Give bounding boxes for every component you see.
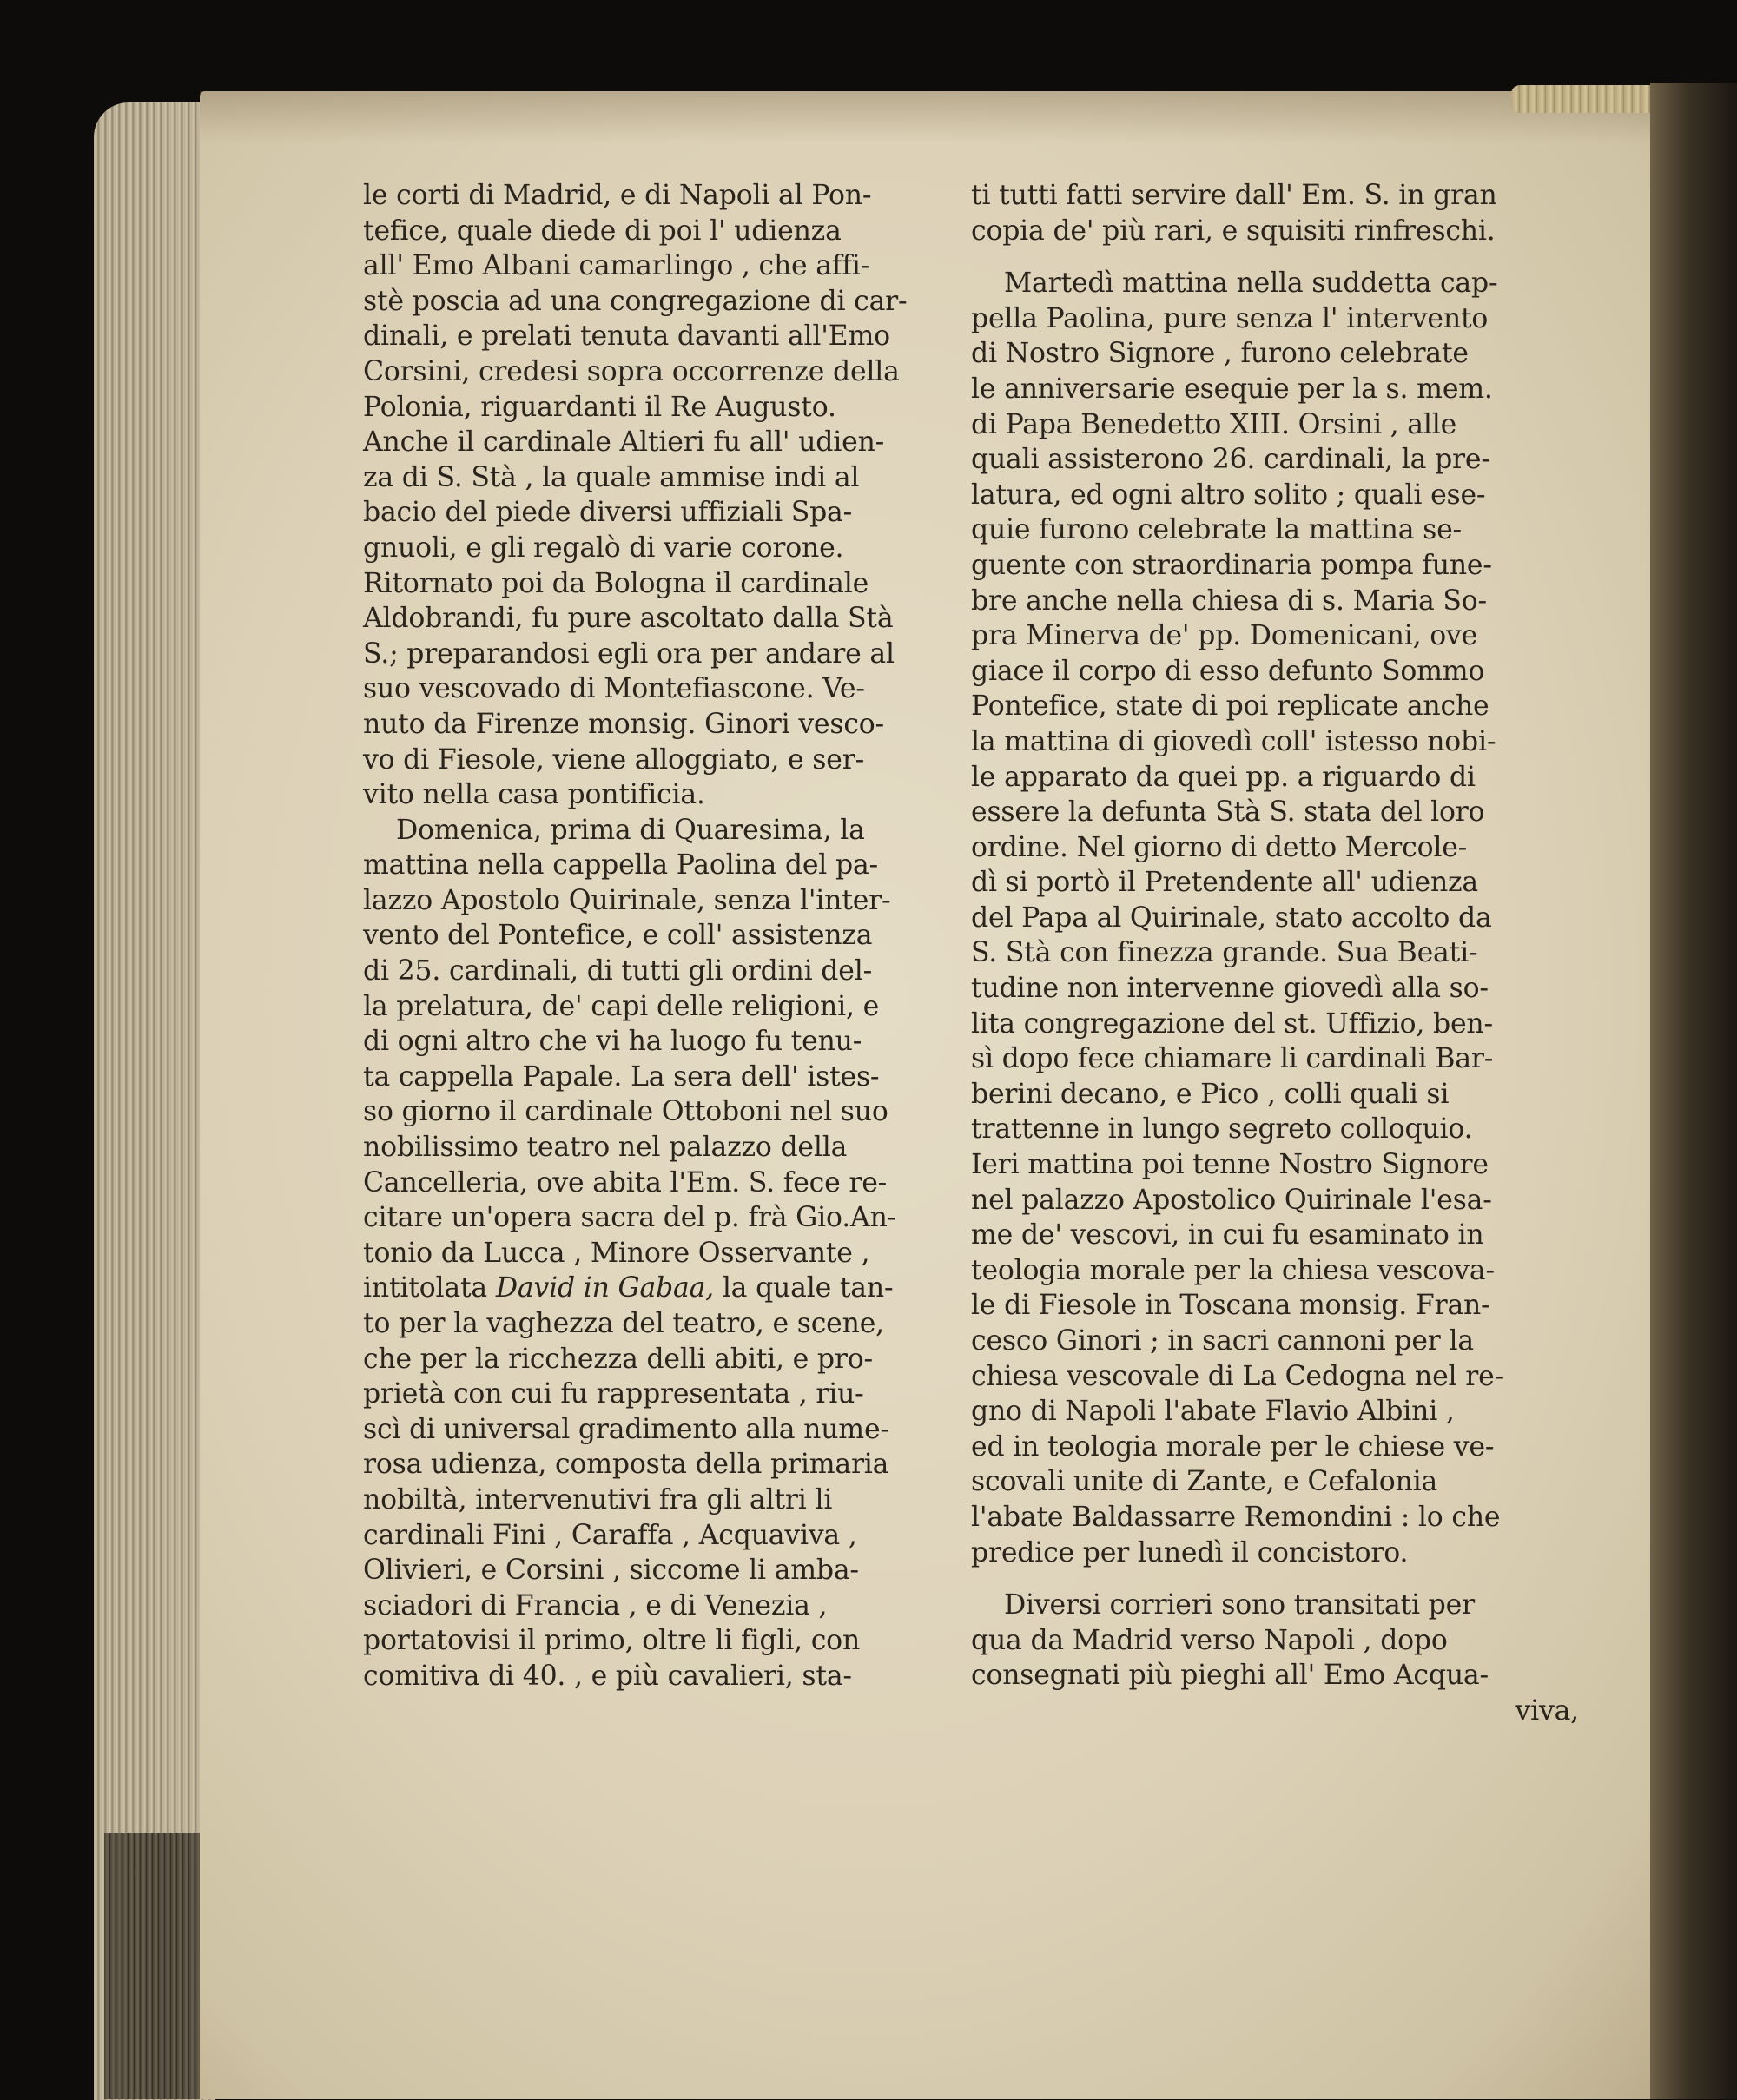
text-line: S. Stà con finezza grande. Sua Beati- xyxy=(971,937,1478,969)
text-line: Corsini, credesi sopra occorrenze della xyxy=(363,355,900,387)
catchword: viva, xyxy=(1515,1694,1579,1727)
text-line: l'abate Baldassarre Remondini : lo che xyxy=(971,1501,1501,1533)
text-line: Aldobrandi, fu pure ascoltato dalla Stà xyxy=(363,603,894,635)
text-line: pella Paolina, pure senza l' intervento xyxy=(971,302,1489,334)
text-line: le anniversarie esequie per la s. mem. xyxy=(971,373,1493,405)
text-line: le corti di Madrid, e di Napoli al Pon- xyxy=(363,180,872,211)
text-line: citare un'opera sacra del p. frà Gio.An- xyxy=(363,1202,897,1234)
text-line: to per la vaghezza del teatro, e scene, xyxy=(363,1308,884,1339)
right-text-column xyxy=(971,178,1579,1729)
text-line: la mattina di giovedì coll' istesso nobi- xyxy=(971,725,1496,757)
text-line: Ritornato poi da Bologna il cardinale xyxy=(363,567,869,599)
text-line: nobiltà, intervenutivi fra gli altri li xyxy=(363,1483,833,1516)
text-line: copia de' più rari, e squisiti rinfreschi. xyxy=(971,215,1496,247)
text-line: di Nostro Signore , furono celebrate xyxy=(971,338,1469,370)
text-line: all' Emo Albani camarlingo , che affi- xyxy=(363,250,870,282)
text-line: sì dopo fece chiamare li cardinali Bar- xyxy=(971,1043,1494,1075)
text-line: del Papa al Quirinale, stato accolto da xyxy=(971,901,1492,934)
text-line: ta cappella Papale. La sera dell' istes- xyxy=(363,1060,880,1093)
text-line: di ogni altro che vi ha luogo fu tenu- xyxy=(363,1026,862,1058)
left-text-column xyxy=(363,178,941,1694)
text-line: mattina nella cappella Paolina del pa- xyxy=(363,849,878,882)
text-line: giace il corpo di esso defunto Sommo xyxy=(971,655,1485,687)
text-line: tefice, quale diede di poi l' udienza xyxy=(363,215,842,247)
text-line: consegnati più pieghi all' Emo Acqua- xyxy=(971,1660,1489,1692)
text-line: me de' vescovi, in cui fu esaminato in xyxy=(971,1219,1484,1251)
text-line: essere la defunta Stà S. stata del loro xyxy=(971,796,1485,829)
text-line: pra Minerva de' pp. Domenicani, ove xyxy=(971,620,1478,652)
text-line: scovali unite di Zante, e Cefalonia xyxy=(971,1466,1438,1498)
text-line: sciadori di Francia , e di Venezia , xyxy=(363,1589,828,1621)
text-fragment: intitolata xyxy=(363,1272,488,1304)
text-line: latura, ed ogni altro solito ; quali ese- xyxy=(971,479,1486,511)
text-line: stè poscia ad una congregazione di car- xyxy=(363,285,908,317)
text-line: Domenica, prima di Quaresima, la xyxy=(396,814,865,846)
text-line: vito nella casa pontificia. xyxy=(363,779,705,811)
text-line: bre anche nella chiesa di s. Maria So- xyxy=(971,584,1487,617)
text-line: gno di Napoli l'abate Flavio Albini , xyxy=(971,1396,1455,1428)
text-line: Cancelleria, ove abita l'Em. S. fece re- xyxy=(363,1166,888,1199)
text-line: za di S. Stà , la quale ammise indi al xyxy=(363,461,860,493)
paragraph-gap xyxy=(971,1570,1579,1588)
text-line: berini decano, e Pico , colli quali si xyxy=(971,1078,1450,1110)
text-line: Diversi corrieri sono transitati per xyxy=(1004,1589,1475,1621)
text-line: tonio da Lucca , Minore Osservante , xyxy=(363,1237,870,1269)
text-line: Martedì mattina nella suddetta cap- xyxy=(1004,267,1498,300)
text-line: le di Fiesole in Toscana monsig. Fran- xyxy=(971,1290,1490,1322)
text-line: cesco Ginori ; in sacri cannoni per la xyxy=(971,1325,1474,1357)
text-line: vento del Pontefice, e coll' assistenza xyxy=(363,920,873,952)
text-line: ed in teologia morale per le chiese ve- xyxy=(971,1430,1495,1463)
text-line: ti tutti fatti servire dall' Em. S. in gran xyxy=(971,180,1497,211)
text-line: Olivieri, e Corsini , siccome li amba- xyxy=(363,1555,859,1587)
text-line: lazzo Apostolo Quirinale, senza l'inter- xyxy=(363,884,891,916)
text-line: Pontefice, state di poi replicate anche xyxy=(971,690,1489,723)
text-line: di Papa Benedetto XIII. Orsini , alle xyxy=(971,408,1457,440)
text-line: dì si portò il Pretendente all' udienza xyxy=(971,867,1479,899)
book-gutter xyxy=(1650,83,1737,2099)
text-line: Ieri mattina poi tenne Nostro Signore xyxy=(971,1149,1489,1181)
text-fragment: la quale tan- xyxy=(722,1272,894,1304)
text-line: qua da Madrid verso Napoli , dopo xyxy=(971,1624,1448,1656)
text-line: che per la ricchezza delli abiti, e pro- xyxy=(363,1343,873,1375)
text-line: gnuoli, e gli regalò di varie corone. xyxy=(363,532,844,564)
text-line: suo vescovado di Montefiascone. Ve- xyxy=(363,673,865,705)
paragraph-gap xyxy=(971,248,1579,266)
text-line: trattenne in lungo segreto colloquio. xyxy=(971,1113,1473,1146)
text-line: ordine. Nel giorno di detto Mercole- xyxy=(971,831,1468,863)
text-line-mixed xyxy=(363,1271,941,1306)
text-line: chiesa vescovale di La Cedogna nel re- xyxy=(971,1360,1503,1392)
text-line: comitiva di 40. , e più cavalieri, sta- xyxy=(363,1660,852,1692)
book-page-edges xyxy=(94,102,215,2100)
text-line: lita congregazione del st. Uffizio, ben- xyxy=(971,1007,1493,1040)
text-line: Polonia, riguardanti il Re Augusto. xyxy=(363,391,836,423)
page-top-shadow xyxy=(200,91,1685,143)
text-line: quie furono celebrate la mattina se- xyxy=(971,514,1462,546)
text-line: teologia morale per la chiesa vescova- xyxy=(971,1254,1495,1286)
text-line: tudine non intervenne giovedì alla so- xyxy=(971,973,1489,1005)
text-line: vo di Fiesole, viene alloggiato, e ser- xyxy=(363,743,865,776)
text-line: cardinali Fini , Caraffa , Acquaviva , xyxy=(363,1519,857,1551)
text-line: la prelatura, de' capi delle religioni, e xyxy=(363,990,880,1022)
text-line: S.; preparandosi egli ora per andare al xyxy=(363,637,895,670)
text-line: scì di universal gradimento alla nume- xyxy=(363,1413,889,1445)
text-line: nuto da Firenze monsig. Ginori vesco- xyxy=(363,708,884,740)
text-line: rosa udienza, composta della primaria xyxy=(363,1449,889,1481)
text-line: quali assisterono 26. cardinali, la pre- xyxy=(971,444,1490,476)
text-line: portatovisi il primo, oltre li figli, con xyxy=(363,1625,861,1657)
text-line: di 25. cardinali, di tutti gli ordini del- xyxy=(363,955,873,987)
text-line: prietà con cui fu rappresentata , riu- xyxy=(363,1378,864,1410)
text-line: guente con straordinaria pompa fune- xyxy=(971,549,1492,581)
italic-title: David in Gabaa, xyxy=(495,1272,714,1304)
text-line: le apparato da quei pp. a riguardo di xyxy=(971,761,1476,793)
text-line: Anche il cardinale Altieri fu all' udien- xyxy=(363,426,885,459)
text-line: nobilissimo teatro nel palazzo della xyxy=(363,1132,848,1164)
text-line: so giorno il cardinale Ottoboni nel suo xyxy=(363,1096,888,1128)
text-line: bacio del piede diversi uffiziali Spa- xyxy=(363,497,853,529)
text-line: nel palazzo Apostolico Quirinale l'esa- xyxy=(971,1184,1492,1216)
text-line: predice per lunedì il concistoro. xyxy=(971,1536,1409,1568)
text-line: dinali, e prelati tenuta davanti all'Emo xyxy=(363,320,890,353)
